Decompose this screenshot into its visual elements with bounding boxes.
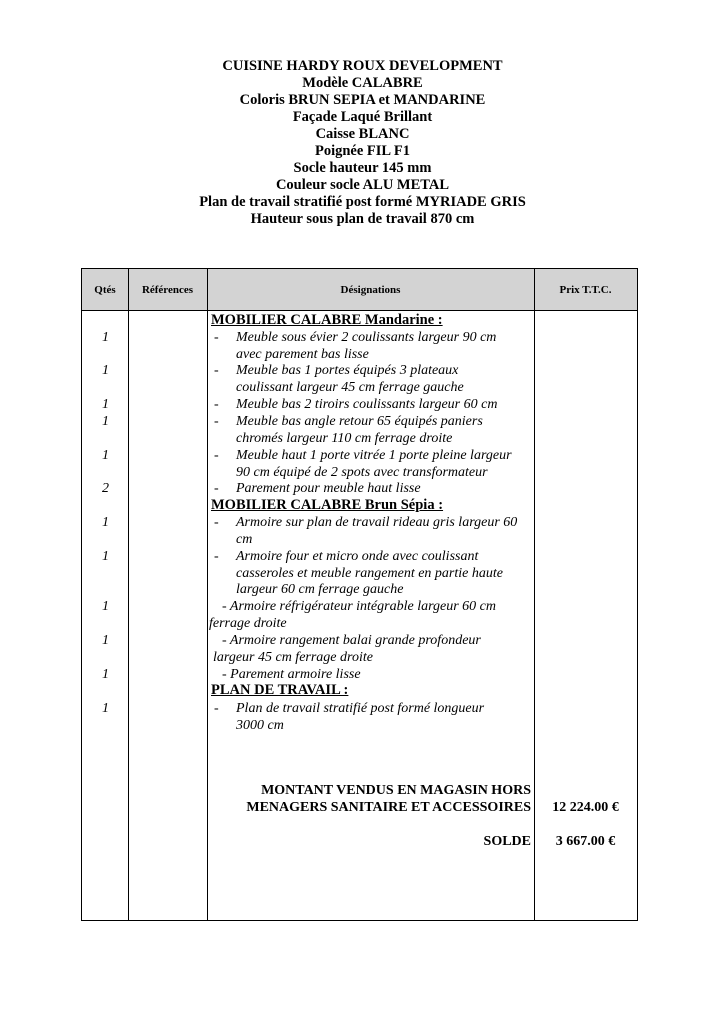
header-line: Socle hauteur 145 mm xyxy=(293,160,432,176)
header-line: Hauteur sous plan de travail 870 cm xyxy=(250,211,475,227)
item-description: Meuble bas angle retour 65 équipés paniers xyxy=(236,414,483,429)
item-qty: 1 xyxy=(102,448,109,463)
section-title-brun-sepia: MOBILIER CALABRE Brun Sépia : xyxy=(211,497,444,513)
bullet-dash: - xyxy=(214,481,219,496)
bullet-dash: - xyxy=(214,701,219,716)
bullet-dash: - xyxy=(214,330,219,345)
header-line: Poignée FIL F1 xyxy=(314,143,411,159)
item-description: largeur 60 cm ferrage gauche xyxy=(236,582,404,597)
quote-table xyxy=(81,268,638,921)
bullet-dash: - xyxy=(214,549,219,564)
store-total-label: MENAGERS SANITAIRE ET ACCESSOIRES xyxy=(246,800,531,815)
header-line: Modèle CALABRE xyxy=(302,75,423,91)
column-header-price: Prix T.T.C. xyxy=(559,284,612,296)
item-description: 90 cm équipé de 2 spots avec transformateur xyxy=(236,465,488,480)
store-total-label: MONTANT VENDUS EN MAGASIN HORS xyxy=(261,783,531,798)
item-description: Meuble bas 2 tiroirs coulissants largeur 60 cm xyxy=(236,397,498,412)
header-line: Coloris BRUN SEPIA et MANDARINE xyxy=(239,92,486,108)
bullet-dash: - xyxy=(214,414,219,429)
item-description: Meuble haut 1 porte vitrée 1 porte pleine largeur xyxy=(236,448,512,463)
item-description: Meuble sous évier 2 coulissants largeur 90 cm xyxy=(236,330,497,345)
header-line: Plan de travail stratifié post formé MYRIADE GRIS xyxy=(199,194,526,210)
item-description: cm xyxy=(236,532,253,547)
store-total-amount: 12 224.00 € xyxy=(552,800,619,815)
item-description: - Armoire réfrigérateur intégrable largeur 60 cm xyxy=(222,599,497,614)
item-description: Parement pour meuble haut lisse xyxy=(236,481,421,496)
item-description: Armoire sur plan de travail rideau gris largeur 60 xyxy=(236,515,518,530)
item-qty: 1 xyxy=(102,414,109,429)
column-header-qty: Qtés xyxy=(94,284,116,296)
bullet-dash: - xyxy=(214,397,219,412)
item-qty: 1 xyxy=(102,701,109,716)
item-qty: 2 xyxy=(102,481,109,496)
item-description: Armoire four et micro onde avec coulissant xyxy=(236,549,479,564)
balance-amount: 3 667.00 € xyxy=(555,834,616,849)
document-header xyxy=(0,58,725,228)
item-description: chromés largeur 110 cm ferrage droite xyxy=(236,431,453,446)
header-line: CUISINE HARDY ROUX DEVELOPMENT xyxy=(222,58,503,74)
column-header-designation: Désignations xyxy=(340,284,401,296)
item-description: casseroles et meuble rangement en partie haute xyxy=(236,566,503,581)
column-divider xyxy=(207,269,208,920)
item-qty: 1 xyxy=(102,633,109,648)
item-qty: 1 xyxy=(102,549,109,564)
item-qty: 1 xyxy=(102,397,109,412)
bullet-dash: - xyxy=(214,363,219,378)
section-title-plan-de-travail: PLAN DE TRAVAIL : xyxy=(211,682,349,698)
bullet-dash: - xyxy=(214,515,219,530)
item-description: largeur 45 cm ferrage droite xyxy=(213,650,373,665)
column-divider xyxy=(534,269,535,920)
column-header-ref: Références xyxy=(141,284,194,296)
item-description: 3000 cm xyxy=(236,718,284,733)
item-description: Meuble bas 1 portes équipés 3 plateaux xyxy=(236,363,459,378)
item-qty: 1 xyxy=(102,599,109,614)
item-description: ferrage droite xyxy=(209,616,287,631)
header-line: Caisse BLANC xyxy=(315,126,410,142)
item-qty: 1 xyxy=(102,330,109,345)
header-line: Façade Laqué Brillant xyxy=(292,109,433,125)
bullet-dash: - xyxy=(214,448,219,463)
item-description: coulissant largeur 45 cm ferrage gauche xyxy=(236,380,464,395)
section-title-mandarine: MOBILIER CALABRE Mandarine : xyxy=(211,312,443,328)
item-qty: 1 xyxy=(102,363,109,378)
item-description: - Armoire rangement balai grande profondeur xyxy=(222,633,481,648)
item-description: - Parement armoire lisse xyxy=(222,667,361,682)
balance-label: SOLDE xyxy=(483,834,531,849)
header-line: Couleur socle ALU METAL xyxy=(275,177,450,193)
item-description: Plan de travail stratifié post formé longueur xyxy=(236,701,485,716)
item-qty: 1 xyxy=(102,667,109,682)
item-description: avec parement bas lisse xyxy=(236,347,369,362)
item-qty: 1 xyxy=(102,515,109,530)
